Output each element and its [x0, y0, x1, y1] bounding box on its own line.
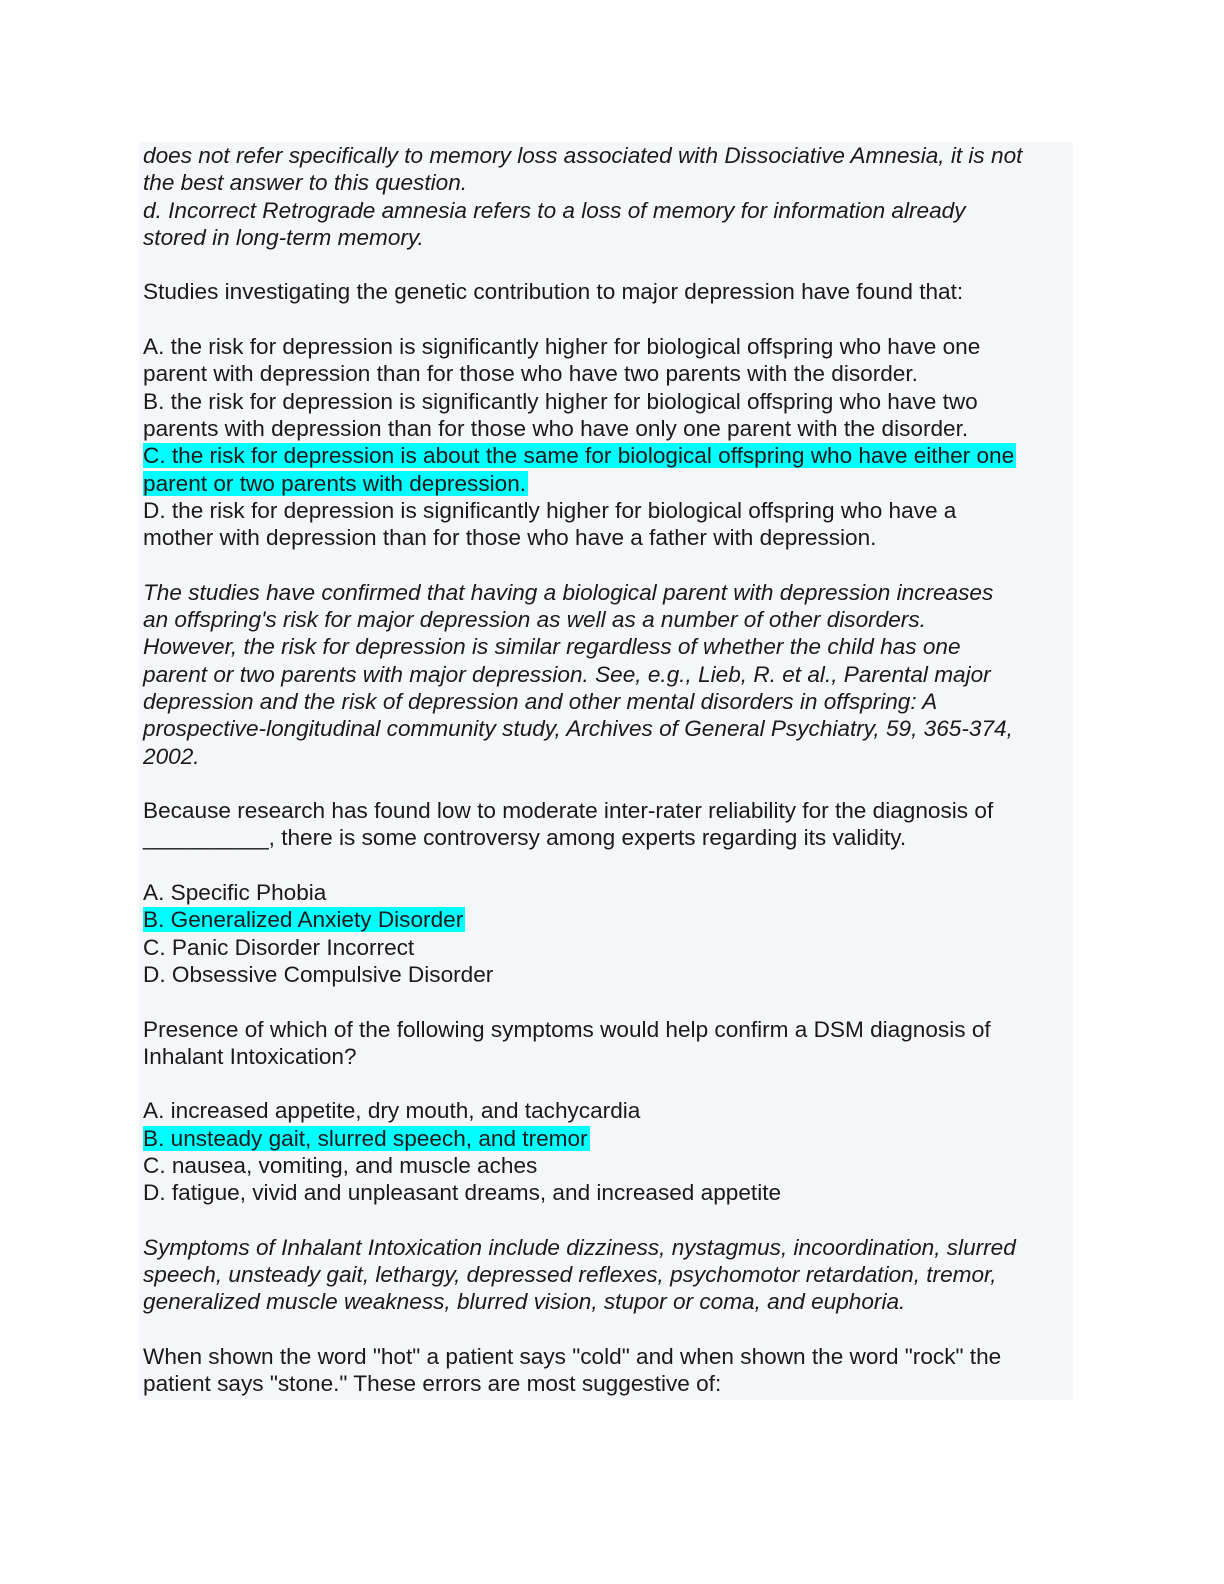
option-b-highlighted-answer: B. unsteady gait, slurred speech, and tremor — [143, 1125, 588, 1151]
option-c: C. nausea, vomiting, and muscle aches — [143, 1152, 538, 1178]
option-d: D. the risk for depression is significantly higher for biological offspring who have a mother with depression than for those who have a father with depression. — [143, 497, 957, 551]
option-d: D. Obsessive Compulsive Disorder — [143, 961, 494, 987]
document-body — [139, 142, 1073, 1400]
question-1-explanation: The studies have confirmed that having a biological parent with depression increases an offspring's risk for major depression as well as a number of other disorders. However, the risk for depression is similar regardless of whether the child has one parent or two parents with major depression. See, e.g., Lieb, R. et al., Parental major depression and the risk of depression and other mental disorders in offspring: A prospective-longitudinal community study, Archives of General Psychiatry, 59, 365-374, 2002. — [143, 579, 1013, 769]
explanation-line: does not refer specifically to memory loss associated with Dissociative Amnesia, it is not — [143, 143, 1023, 168]
question-1 — [143, 278, 1073, 769]
question-3 — [143, 1016, 1073, 1316]
question-3-explanation: Symptoms of Inhalant Intoxication include dizziness, nystagmus, incoordination, slurred speech, unsteady gait, lethargy, depressed reflexes, psychomotor retardation, tremor, generalized muscle weakness, blurred vision, stupor or coma, and euphoria. — [143, 1234, 1016, 1315]
explanation-line: stored in long-term memory. — [143, 224, 424, 250]
question-2 — [143, 797, 1073, 988]
previous-explanation — [143, 142, 1073, 251]
explanation-line: the best answer to this question. — [143, 170, 468, 196]
question-text: When shown the word "hot" a patient says "cold" and when shown the word "rock" the — [143, 1344, 1002, 1370]
option-c: C. Panic Disorder Incorrect — [143, 934, 415, 960]
question-text: Studies investigating the genetic contribution to major depression have found that: — [143, 279, 964, 305]
explanation-line: d. Incorrect Retrograde amnesia refers to a loss of memory for information already — [143, 197, 966, 223]
option-c-highlighted-answer: C. the risk for depression is about the same for biological offspring who have either one parent or two parents with depression. — [143, 443, 1015, 496]
question-text: Presence of which of the following symptoms would help confirm a DSM diagnosis of — [143, 1016, 991, 1042]
question-text: Because research has found low to moderate inter-rater reliability for the diagnosis of — [143, 798, 994, 824]
question-text: Inhalant Intoxication? — [143, 1043, 357, 1069]
option-a: A. Specific Phobia — [143, 880, 327, 906]
option-b: B. the risk for depression is significantly higher for biological offspring who have two parents with depression than for those who have only one parent with the disorder. — [143, 388, 978, 441]
option-d: D. fatigue, vivid and unpleasant dreams, and increased appetite — [143, 1180, 782, 1206]
option-a: A. the risk for depression is significantly higher for biological offspring who have one parent with depression than for those who have two parents with the disorder. — [143, 334, 981, 387]
question-text: patient says "stone." These errors are most suggestive of: — [143, 1371, 722, 1397]
question-4 — [143, 1343, 1073, 1398]
question-text: __________, there is some controversy among experts regarding its validity. — [143, 825, 907, 851]
option-a: A. increased appetite, dry mouth, and tachycardia — [143, 1098, 641, 1124]
option-b-highlighted-answer: B. Generalized Anxiety Disorder — [143, 907, 464, 933]
